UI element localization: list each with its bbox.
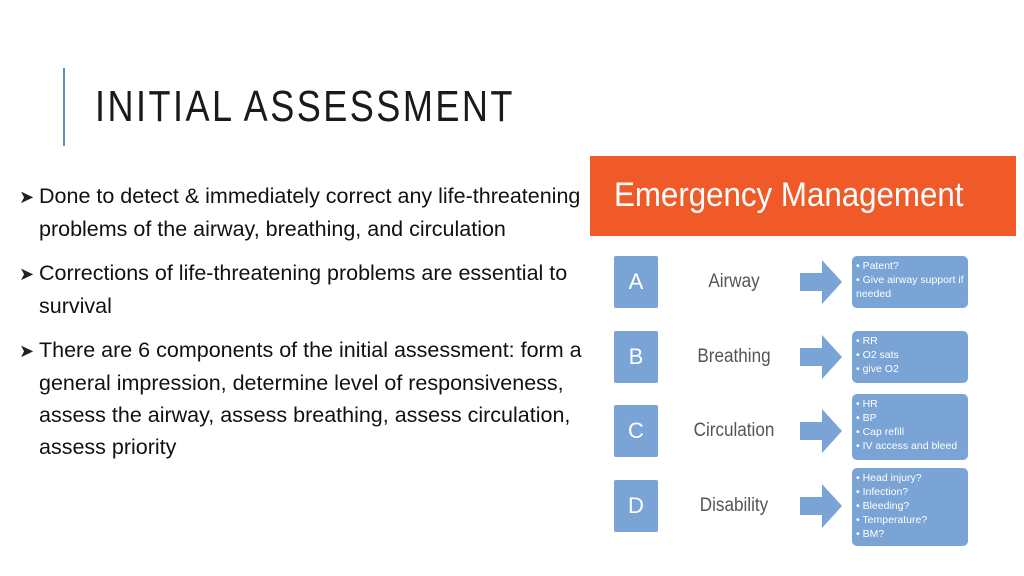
- diagram-header: [590, 156, 1016, 236]
- row-details: • Patent? • Give airway support if needed: [852, 256, 968, 308]
- row-letter: B: [614, 331, 658, 383]
- row-label: Airway: [708, 271, 760, 292]
- bullet-text: Corrections of life-threatening problems are essential to survival: [39, 261, 568, 318]
- right-arrow-icon: [798, 480, 844, 532]
- arrow-bullet-icon: ➤: [19, 187, 35, 207]
- bullet-item: [19, 180, 624, 245]
- diagram-row-airway: [590, 256, 1016, 316]
- diagram-row-disability: [590, 472, 1016, 540]
- row-details: • RR • O2 sats • give O2: [852, 331, 968, 383]
- row-label: Breathing: [697, 346, 771, 367]
- row-letter: A: [614, 256, 658, 308]
- title-accent-line: [63, 68, 65, 146]
- arrow-bullet-icon: ➤: [19, 341, 35, 361]
- bullet-text: There are 6 components of the initial assessment: form a general impression, determine level of responsiveness, assess the airway, assess breathing, assess circulation, assess priority: [39, 338, 582, 459]
- right-arrow-icon: [798, 256, 844, 308]
- diagram-row-breathing: [590, 331, 1016, 391]
- arrow-bullet-icon: ➤: [19, 264, 35, 284]
- row-label: Circulation: [693, 420, 775, 441]
- diagram-title: Emergency Management: [614, 176, 964, 214]
- right-arrow-icon: [798, 405, 844, 457]
- bullet-text: Done to detect & immediately correct any life-threatening problems of the airway, breathing, and circulation: [39, 184, 581, 241]
- diagram-row-circulation: [590, 398, 1016, 465]
- row-details: • Head injury? • Infection? • Bleeding? • Temperature? • BM?: [852, 468, 968, 546]
- row-label: Disability: [699, 495, 769, 516]
- bullet-item: [19, 257, 624, 322]
- row-letter: C: [614, 405, 658, 457]
- row-letter: D: [614, 480, 658, 532]
- page-title: INITIAL ASSESSMENT: [95, 82, 515, 131]
- right-arrow-icon: [798, 331, 844, 383]
- row-details: • HR • BP • Cap refill • IV access and bleed: [852, 394, 968, 460]
- bullet-list: [19, 180, 624, 475]
- emergency-management-diagram: [590, 156, 1016, 546]
- bullet-item: [19, 334, 624, 463]
